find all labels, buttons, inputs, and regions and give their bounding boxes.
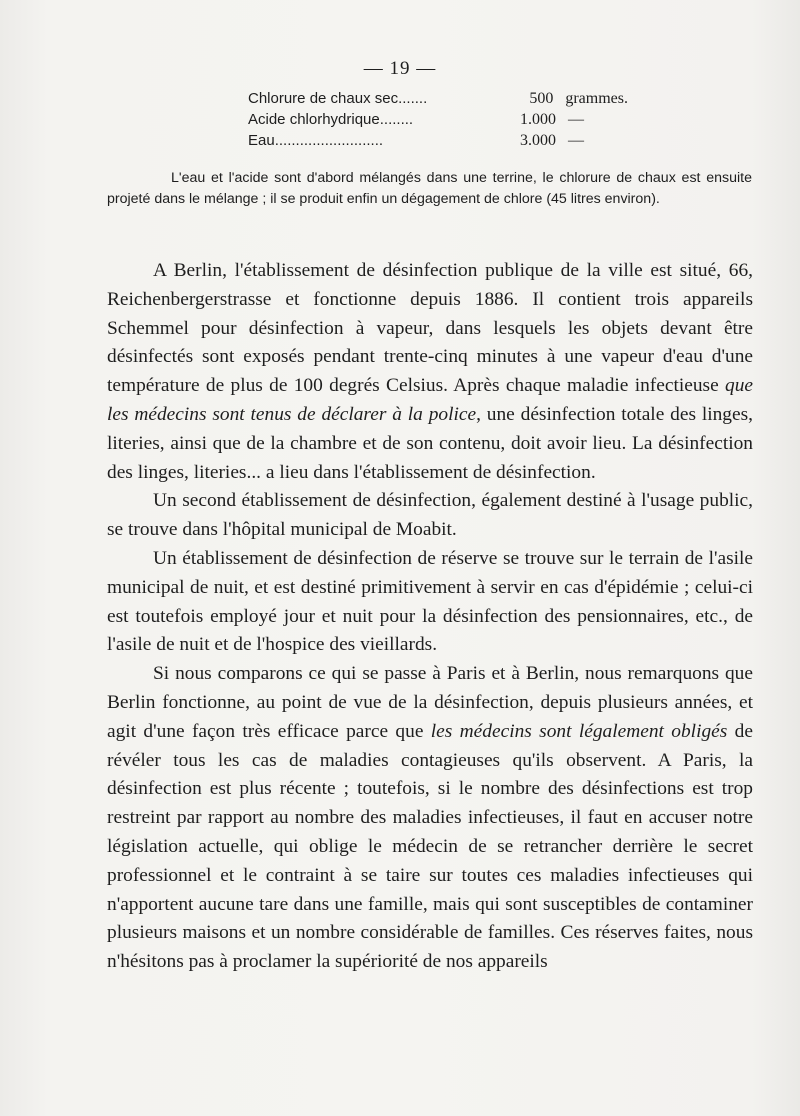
recipe-ingredient: Acide chlorhydrique........ (248, 111, 414, 128)
recipe-row (248, 130, 628, 151)
paragraph-text: Si nous comparons ce qui se passe à Paris et à Berlin, nous remarquons que Berlin fonctionne, au point de vue de la désinfection, depuis plusieurs années, et agit d'une façon très efficace parce que (107, 663, 753, 742)
recipe-quantity: 1.000 (520, 111, 556, 128)
paragraph (107, 487, 753, 545)
paragraph-text: A Berlin, l'établissement de désinfection publique de la ville est situé, 66, Reichenbergerstrasse et fonctionne depuis 1886. Il contient trois appareils Schemmel pour désinfection à vapeur, dans lesquels les objets devant être désinfectés sont exposés pendant trente-cinq minutes à une vapeur d'eau d'une température de plus de 100 degrés Celsius. Après chaque maladie infectieuse (107, 260, 753, 397)
paragraph-text: , une désinfection totale des linges, literies, ainsi que de la chambre et de son contenu, doit avoir lieu. La désinfection des linges, literies... a lieu dans l'établissement de désinfection. (107, 403, 753, 483)
recipe-ingredient: Chlorure de chaux sec....... (248, 90, 428, 107)
italic-emphasis: les médecins sont légalement obligés (430, 720, 728, 742)
page-number: — 19 — (363, 58, 437, 79)
paragraph-text: de révéler tous les cas de maladies contagieuses qu'ils observent. A Paris, la désinfection est plus récente ; toutefois, si le nombre des désinfections est trop restreint par rapport au nombre des maladies infectieuses, il faut en accuser notre législation actuelle, qui oblige le médecin de se retrancher derrière le secret professionnel et le contraint à se taire sur toutes ces maladies infectieuses qui n'apportent aucune tare dans une famille, mais qui sont susceptibles de contaminer plusieurs maisons et un nombre considérable de familles. Ces réserves faites, nous n'hésitons pas à proclamer la supériorité de nos appareils (107, 720, 753, 973)
body-text (107, 257, 753, 977)
paragraph (107, 660, 753, 977)
recipe-ingredient: Eau.......................... (248, 132, 384, 149)
italic-emphasis: que les médecins sont tenus de déclarer à la police (107, 375, 753, 425)
recipe-table (248, 88, 628, 151)
recipe-note: L'eau et l'acide sont d'abord mélangés dans une terrine, le chlorure de chaux est ensuite projeté dans le mélange ; il se produit enfin un dégagement de chlore (45 litres environ). (107, 170, 752, 207)
recipe-row (248, 109, 628, 130)
paragraph (107, 257, 753, 487)
recipe-unit: — (568, 132, 584, 149)
recipe-quantity: 500 (529, 90, 554, 107)
paragraph-text: Un second établissement de désinfection, également destiné à l'usage public, se trouve dans l'hôpital municipal de Moabit. (107, 490, 753, 541)
recipe-row (248, 88, 628, 109)
recipe-unit: grammes. (565, 90, 628, 107)
paragraph-text: Un établissement de désinfection de réserve se trouve sur le terrain de l'asile municipal de nuit, et est destiné primitivement à servir en cas d'épidémie ; celui-ci est toutefois employé jour et nuit pour la désinfection des pensionnaires, etc., de l'asile de nuit et de l'hospice des vieillards. (107, 547, 753, 656)
paragraph (107, 545, 753, 660)
recipe-quantity: 3.000 (520, 132, 556, 149)
recipe-unit: — (568, 111, 584, 128)
